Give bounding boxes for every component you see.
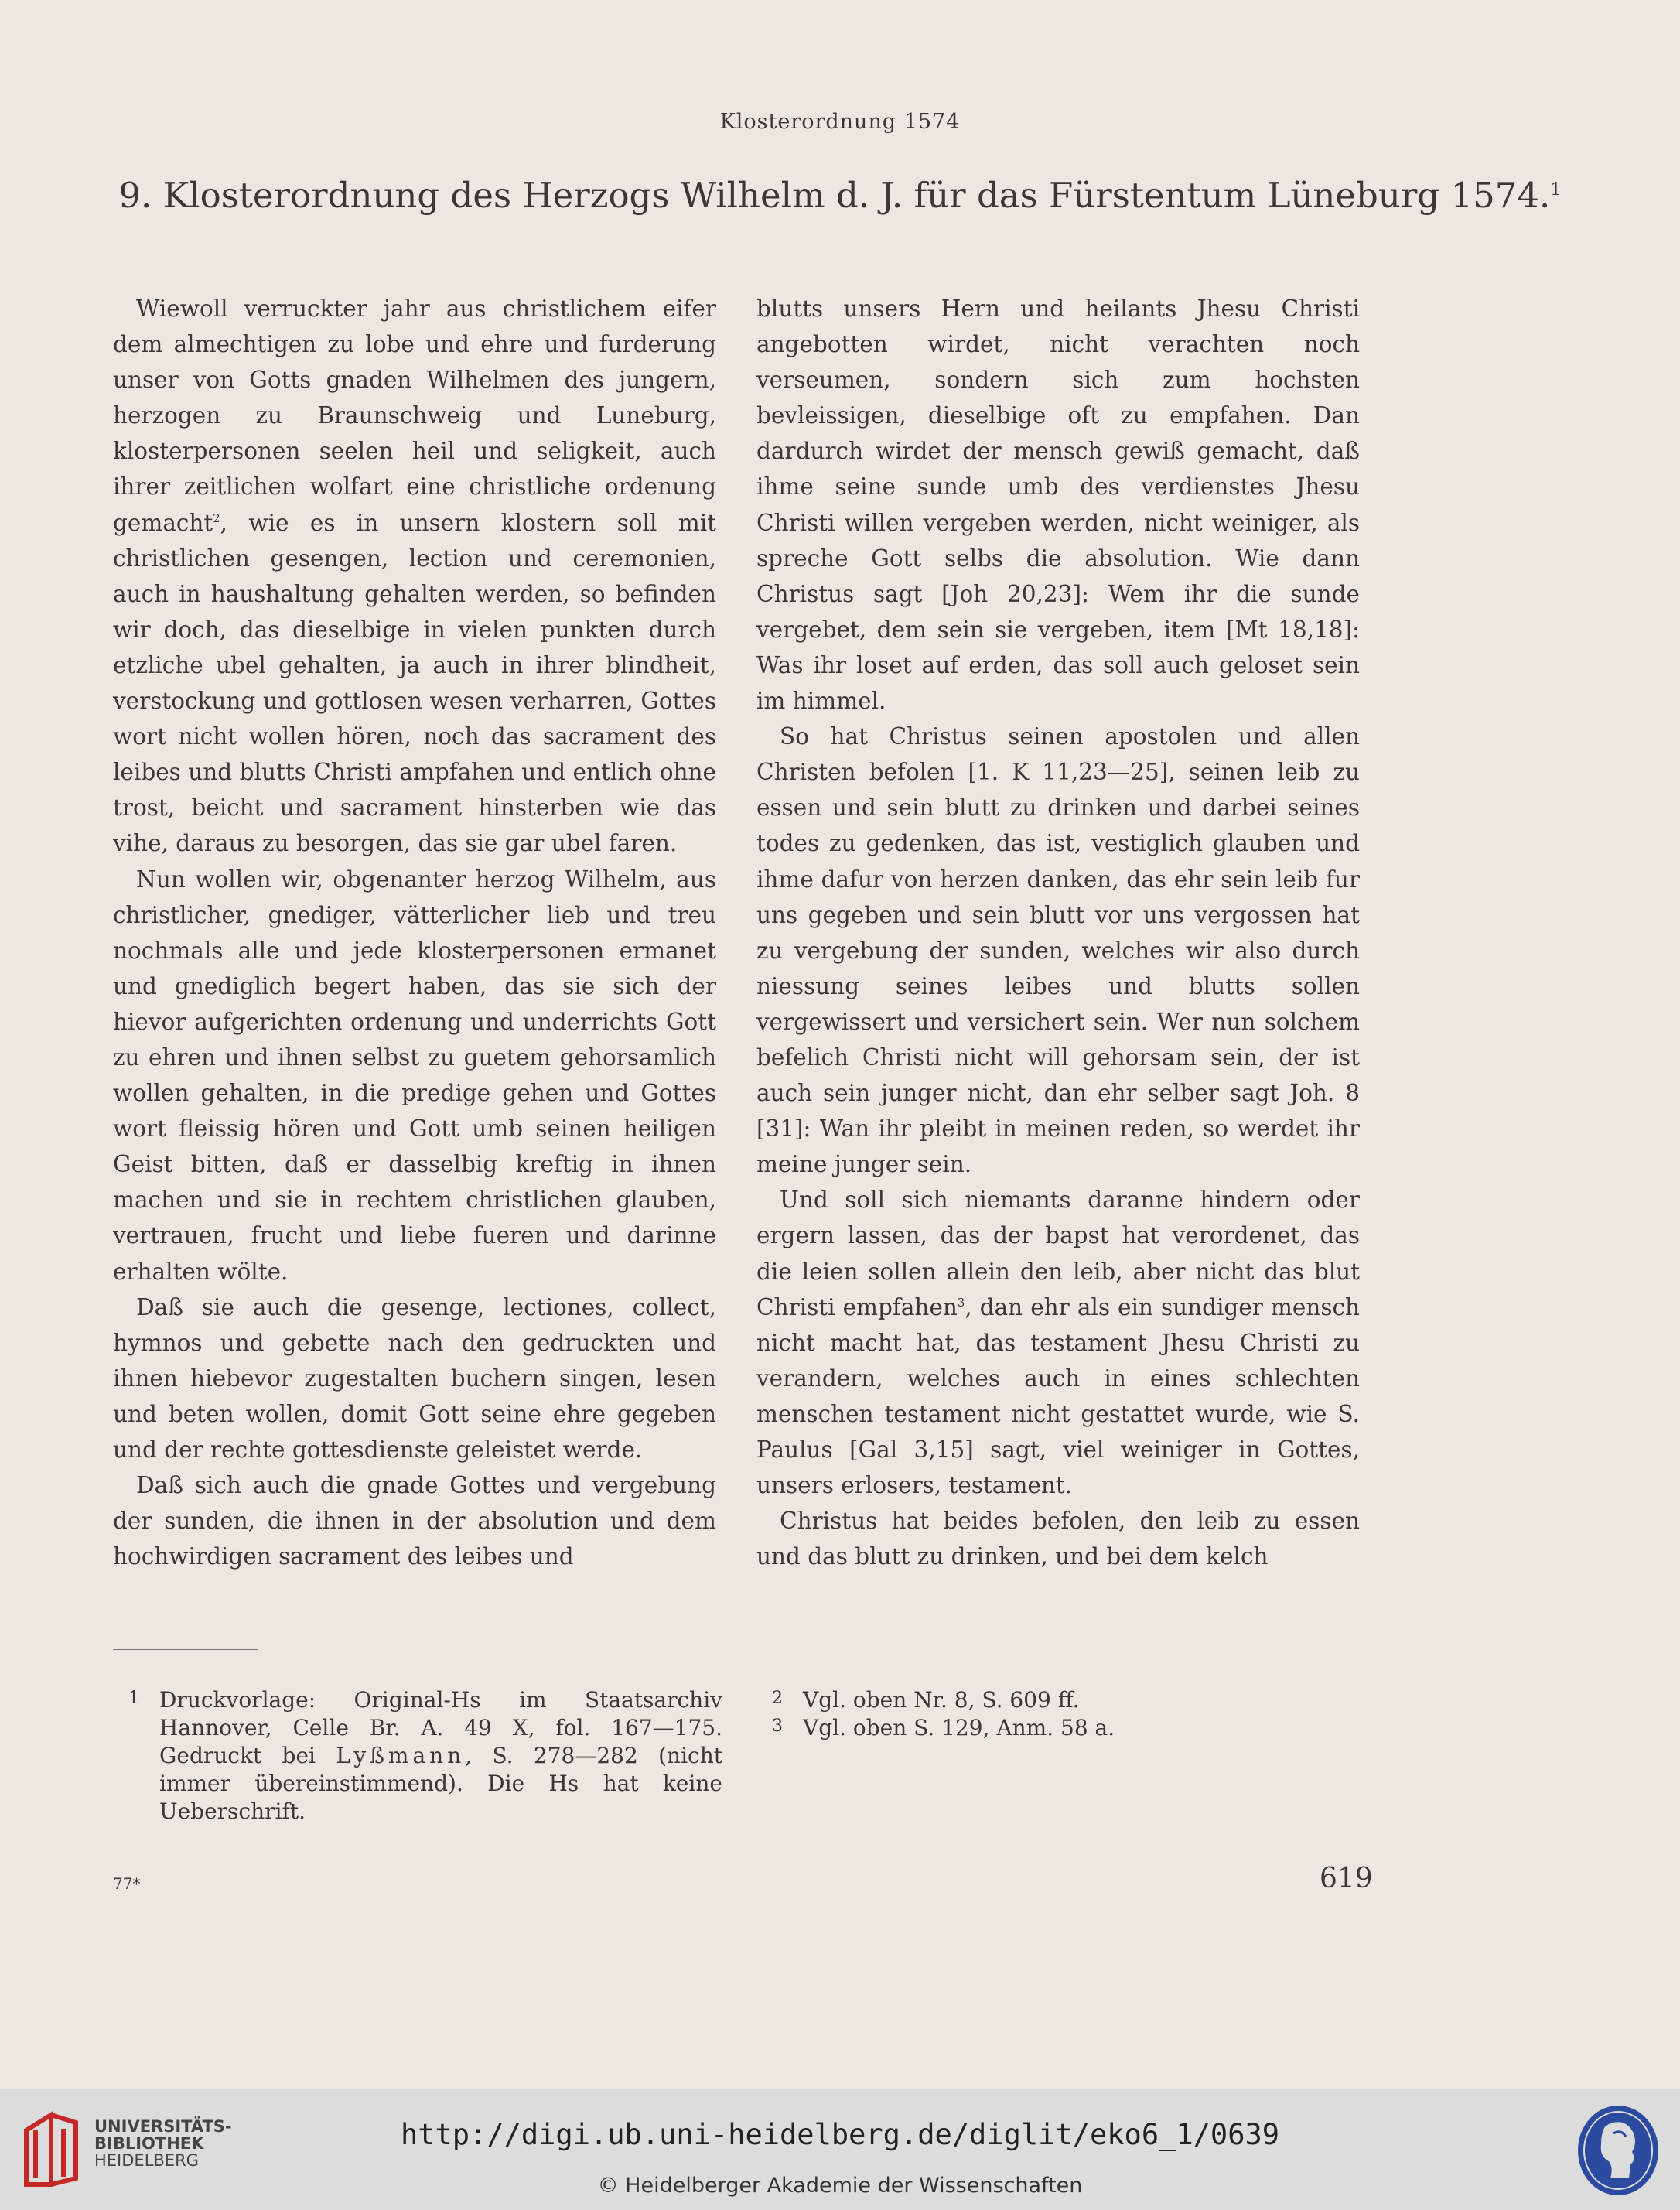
paragraph-text: Wiewoll verruckter jahr aus christlichem eifer dem almechtigen zu lobe und ehre und furderung unser von Gotts gnaden Wilhelmen des jungern, herzogen zu Braunschweig und Luneburg, klosterpersonen seelen heil und seligkeit, auch ihrer zeitlichen wolfart eine christliche ordenung gemacht [113,295,716,536]
page-number: 619 [1320,1863,1373,1894]
paragraph: blutts unsers Hern und heilants Jhesu Christi angebotten wirdet, nicht verachten noch verseumen, sondern sich zum hochsten bevleissigen, dieselbige oft zu empfahen. Dan dardurch wirdet der mensch gewiß gemacht, daß ihme seine sunde umb des verdienstes Jhesu Christi willen vergeben werden, nicht weiniger, als spreche Gott selbs die absolution. Wie dann Christus sagt [Joh 20,23]: Wem ihr die sunde vergebet, dem sein sie vergeben, item [Mt 18,18]: Was ihr loset auf erden, das soll auch geloset sein im himmel. [756,295,1360,715]
akademie-seal-icon [1575,2102,1661,2198]
footnote-number: 1 [128,1689,139,1708]
page-signature: 77* [113,1874,141,1893]
title-text: 9. Klosterordnung des Herzogs Wilhelm d. J. für das Fürstentum Lüneburg 1574. [118,175,1551,216]
permalink-url[interactable]: http://digi.ub.uni-heidelberg.de/diglit/eko6_1/0639 [400,2118,1280,2151]
copyright-notice: © Heidelberger Akademie der Wissenschaften [597,2174,1083,2198]
paragraph: Christus hat beides befolen, den leib zu essen und das blutt zu drinken, und bei dem kelch [756,1508,1360,1570]
left-column [113,291,716,1574]
paragraph-text: Und soll sich niemants daranne hindern oder ergern lassen, das der bapst hat verordenet, das die leien sollen allein den leib, aber nicht das blut Christi empfahen [756,1187,1360,1320]
footnote-divider [113,1649,258,1650]
footnote-number: 2 [772,1689,783,1708]
running-header: Klosterordnung 1574 [719,110,961,134]
institution-line: UNIVERSITÄTS- [94,2117,232,2136]
document-title [101,172,1579,220]
footnote-body [159,1686,722,1826]
footnote-number: 3 [772,1716,783,1736]
footnote-text: Vgl. oben S. 129, Anm. 58 a. [803,1715,1115,1740]
paragraph: Daß sich auch die gnade Gottes und vergebung der sunden, die ihnen in der absolution und dem hochwirdigen sacrament des leibes und [113,1472,716,1570]
paragraph: So hat Christus seinen apostolen und allen Christen befolen [1. K 11,23—25], seinen leib zu essen und sein blutt zu drinken und darbei seines todes zu gedenken, das ist, vestiglich glauben und ihme dafur von herzen danken, das ehr sein leib fur uns gegeben und sein blutt vor uns vergossen hat zu vergebung der sunden, welches wir also durch niessung seines leibes und blutts sollen vergewissert und versichert sein. Wer nun solchem befelich Christi nicht will gehorsam sein, der ist auch sein junger nicht, dan ehr selber sagt Joh. 8 [31]: Wan ihr pleibt in meinen reden, so werdet ihr meine junger sein. [756,723,1360,1178]
paragraph-text: , wie es in unsern klostern soll mit christlichen gesengen, lection und ceremonien, auch in haushaltung gehalten werden, so befinden wir doch, das dieselbige in vielen punkten durch etzliche ubel gehalten, ja auch in ihrer blindheit, verstockung und gottlosen wesen verharren, Gottes wort nicht wollen hören, noch das sacrament des leibes und blutts Christi ampfahen und entlich ohne trost, beicht und sacrament hinsterben wie das vihe, daraus zu besorgen, das sie gar ubel faren. [113,509,716,857]
title-footnote-mark: 1 [1550,179,1562,200]
footnote-mark: 2 [213,511,220,525]
paragraph [113,291,716,862]
paragraph-text: , dan ehr als ein sundiger mensch nicht macht hat, das testament Jhesu Christi zu verandern, welches auch in eines schlechten menschen testament nicht gestattet wurde, wie S. Paulus [Gal 3,15] sagt, viel weiniger in Gottes, unsers erlosers, testament. [756,1293,1360,1499]
author-name: Lyßmann [336,1743,466,1768]
institution-line: HEIDELBERG [94,2151,199,2170]
footnote-text: Druckvorlage: Original-Hs im Staatsarchiv Hannover, Celle Br. A. 49 X, fol. 167—175. Gedruckt bei [159,1687,722,1768]
footnotes-right [756,1686,1375,1742]
footnote-text: , S. 278—282 (nicht immer übereinstimmend). Die Hs hat keine Ueberschrift. [159,1743,723,1824]
footnote-1 [113,1686,722,1826]
footnote-row [113,1686,722,1826]
paragraph [756,1182,1360,1503]
footnote-text: Vgl. oben Nr. 8, S. 609 ff. [803,1687,1080,1713]
right-column [756,291,1360,1574]
viewer-footer [0,2089,1680,2210]
footnote-mark: 3 [957,1296,965,1310]
institution-line: BIBLIOTHEK [94,2134,204,2153]
paragraph: Nun wollen wir, obgenanter herzog Wilhelm, aus christlicher, gnediger, vätterlicher lieb und treu nochmals alle und jede klosterpersonen ermanet und gnediglich begert haben, das sie sich der hievor aufgerichten ordenung und underrichts Gott zu ehren und ihnen selbst zu guetem gehorsamlich wollen gehalten, in die predige gehen und Gottes wort fleissig hören und Gott umb seinen heiligen Geist bitten, daß er dasselbig kreftig in ihnen machen und sie in rechtem christlichen glauben, vertrauen, frucht und liebe fueren und darinne erhalten wölte. [113,866,716,1285]
footnote-3 [756,1714,1375,1742]
paragraph: Daß sie auch die gesenge, lectiones, collect, hymnos und gebette nach den gedruckten und ihnen hiebevor zugestalten buchern singen, lesen und beten wollen, domit Gott seine ehre gegeben und der rechte gottesdienste geleistet werde. [113,1293,716,1463]
footnote-2 [756,1686,1375,1714]
